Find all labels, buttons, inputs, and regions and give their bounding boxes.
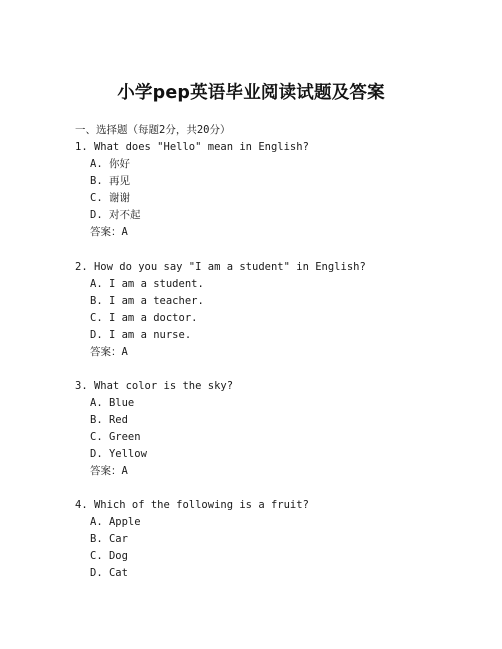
option-d: D. Cat bbox=[90, 567, 128, 579]
option-c: C. Dog bbox=[90, 550, 128, 562]
question-text: 3. What color is the sky? bbox=[75, 380, 234, 392]
option-list bbox=[75, 276, 475, 344]
option-b: B. I am a teacher. bbox=[90, 295, 204, 307]
question-1 bbox=[75, 139, 475, 241]
question-text: 1. What does "Hello" mean in English? bbox=[75, 141, 309, 153]
option-d: D. Yellow bbox=[90, 448, 147, 460]
option-d: D. I am a nurse. bbox=[90, 329, 192, 341]
answer-text: 答案：A bbox=[90, 346, 128, 358]
question-text: 4. Which of the following is a fruit? bbox=[75, 499, 309, 511]
question-3 bbox=[75, 378, 475, 480]
option-c: C. I am a doctor. bbox=[90, 312, 198, 324]
option-a: A. 你好 bbox=[90, 158, 130, 170]
option-list bbox=[75, 156, 475, 224]
question-text: 2. How do you say "I am a student" in English? bbox=[75, 261, 366, 273]
option-d: D. 对不起 bbox=[90, 209, 141, 221]
option-a: A. I am a student. bbox=[90, 278, 204, 290]
document-title: 小学pep英语毕业阅读试题及答案 bbox=[117, 83, 385, 103]
option-b: B. Car bbox=[90, 533, 128, 545]
question-4 bbox=[75, 497, 475, 582]
section-heading: 一、选择题（每题2分，共20分） bbox=[75, 124, 231, 136]
answer-text: 答案：A bbox=[90, 465, 128, 477]
question-2 bbox=[75, 259, 475, 361]
option-c: C. Green bbox=[90, 431, 141, 443]
option-b: B. Red bbox=[90, 414, 128, 426]
option-a: A. Blue bbox=[90, 397, 135, 409]
option-b: B. 再见 bbox=[90, 175, 130, 187]
answer-text: 答案：A bbox=[90, 226, 128, 238]
option-c: C. 谢谢 bbox=[90, 192, 130, 204]
option-list bbox=[75, 395, 475, 463]
option-a: A. Apple bbox=[90, 516, 141, 528]
option-list bbox=[75, 514, 475, 582]
